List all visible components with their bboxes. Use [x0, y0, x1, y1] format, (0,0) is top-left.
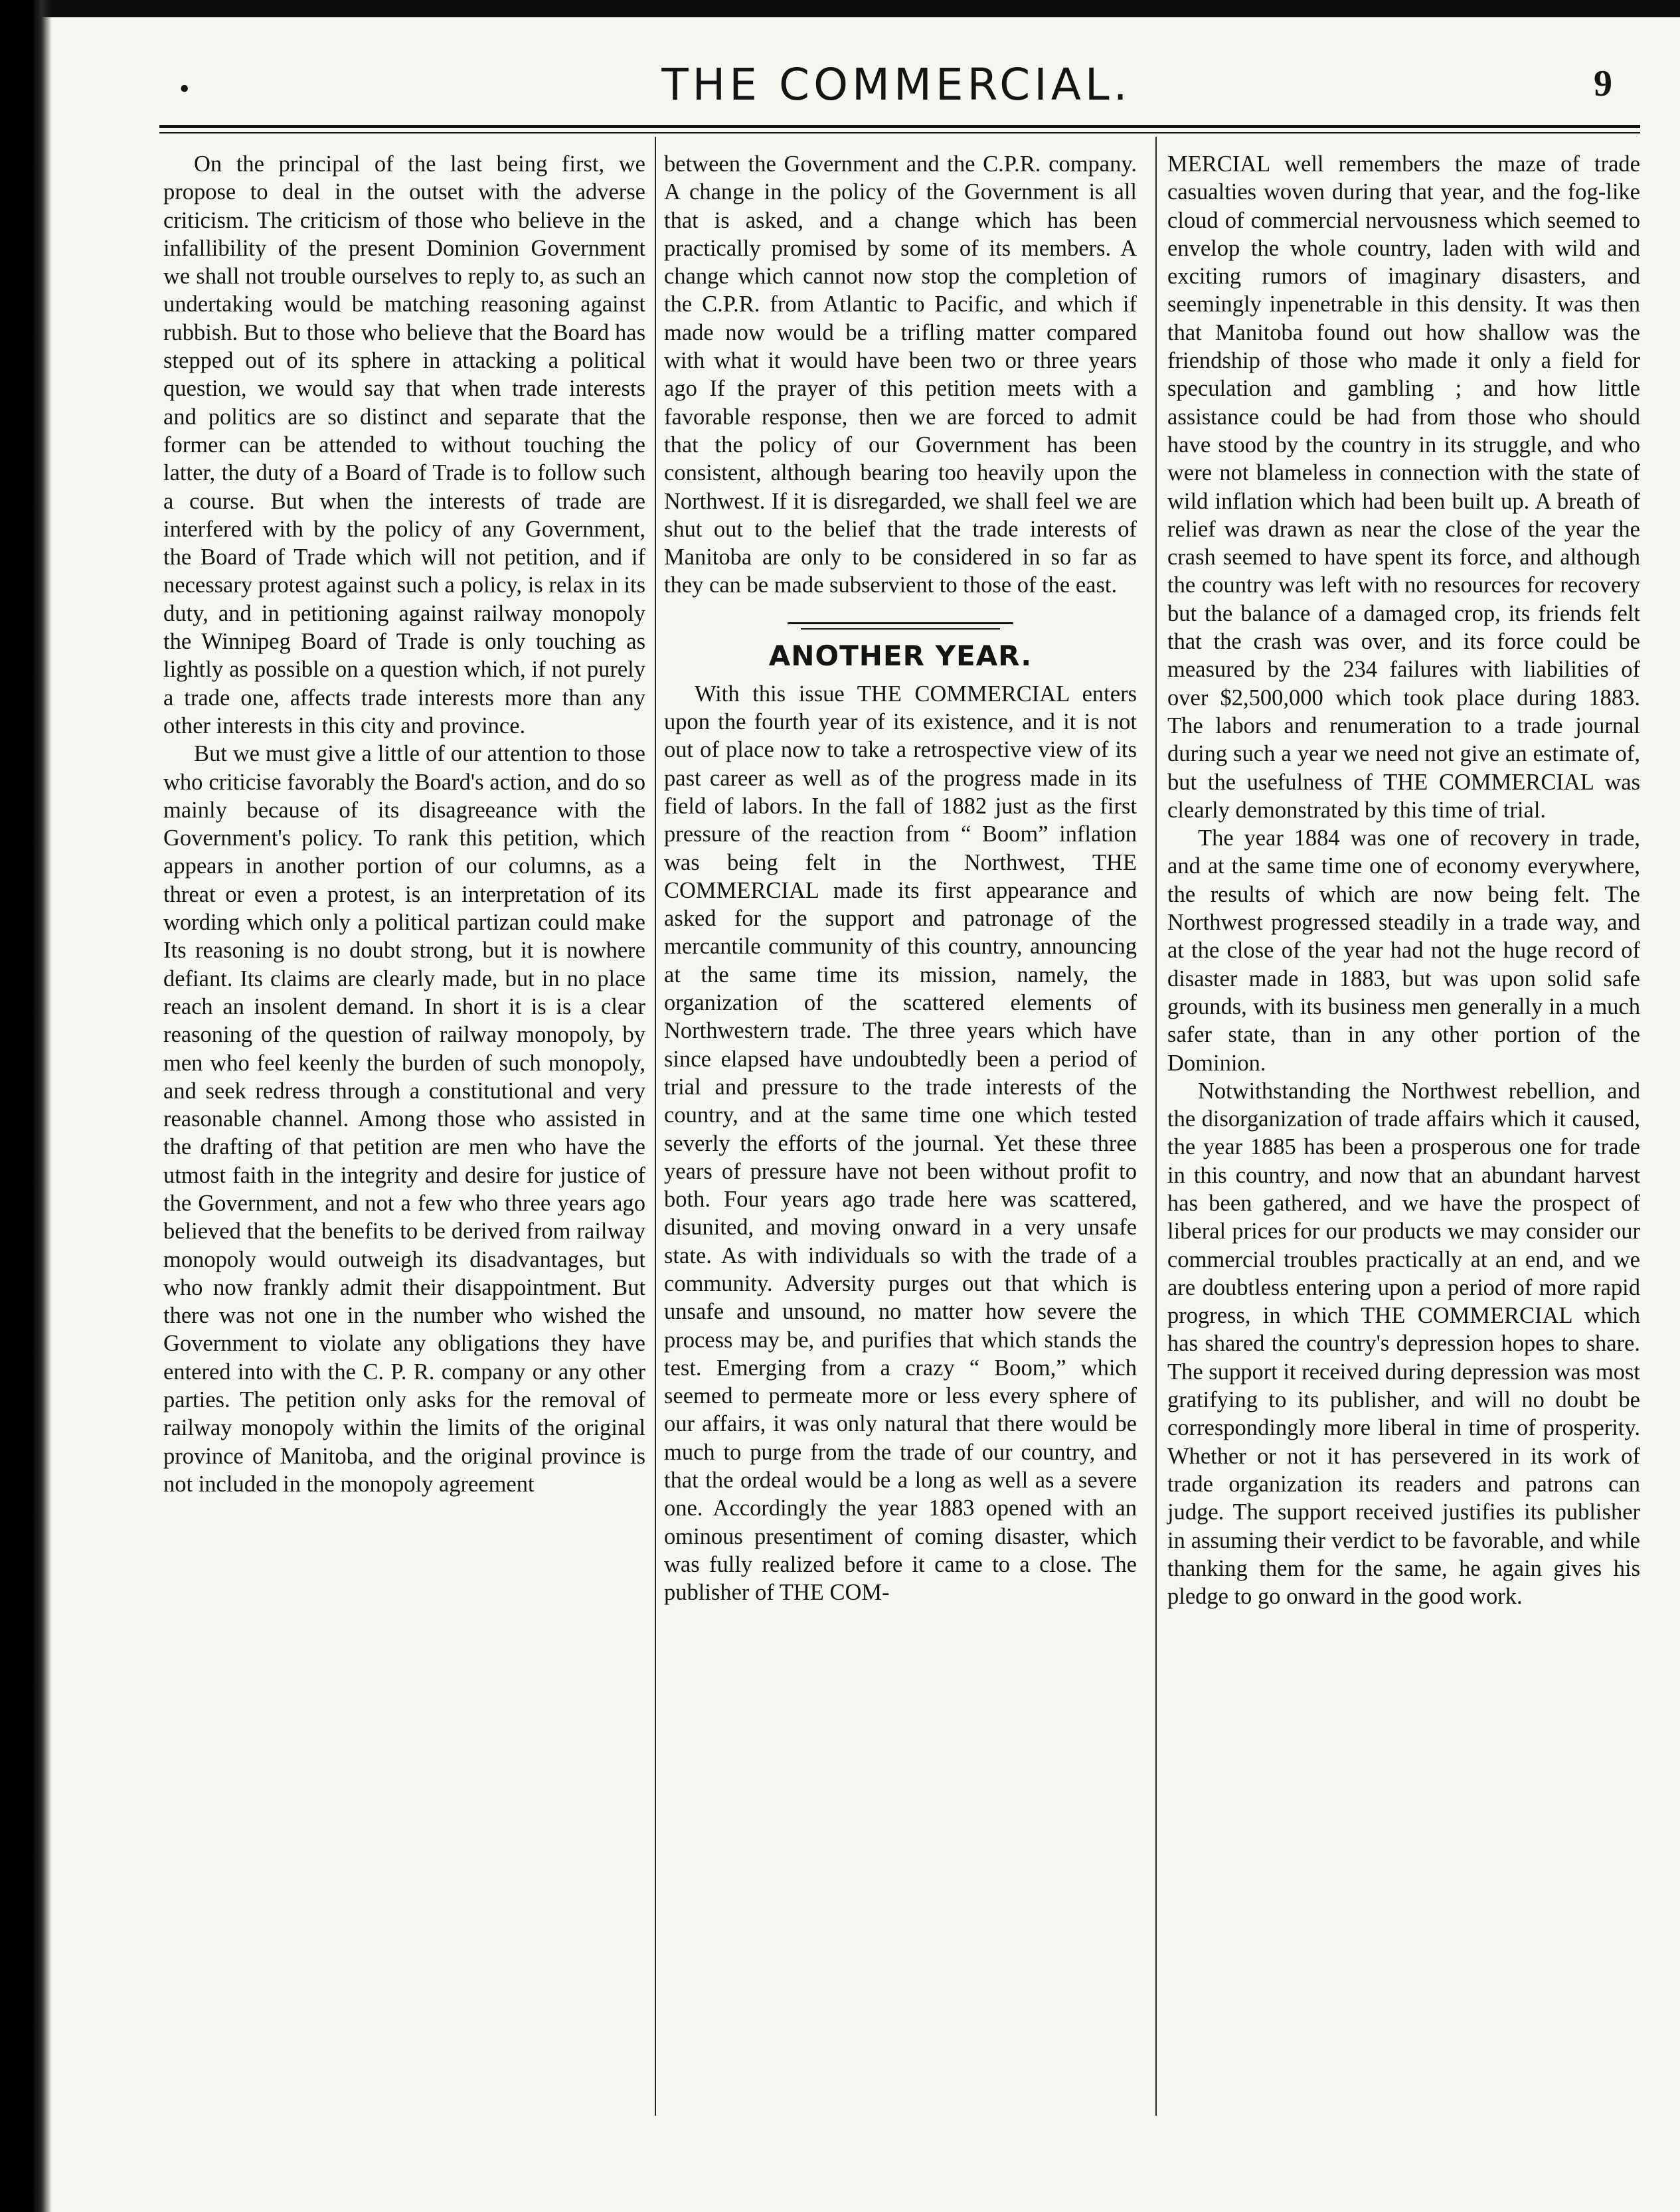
col2-paragraph-continued: between the Government and the C.P.R. company. A change in the policy of the Government is all that is asked, and a change which has been practically promised by some of its members. A change which cannot now stop the completion of the C.P.R. from Atlantic to Pacific, and which if made now would be a trifling matter compared with what it would have been two or three years ago If the prayer of this petition meets with a favorable response, then we are forced to admit that the policy of our Government has been consistent, although bearing too heavily upon the Northwest. If it is disregarded, we shall feel we are shut out to the belief that the trade interests of Manitoba are only to be considered in so far as they can be made subservient to those of the east.	[664, 151, 1137, 598]
top-border-bar	[0, 0, 1680, 17]
header-bullet: •	[179, 72, 190, 105]
column-1	[163, 150, 645, 1498]
newspaper-title: THE COMMERCIAL.	[661, 59, 1132, 110]
heading-rule-top	[788, 622, 1013, 624]
col3-paragraph-3: Notwithstanding the Northwest rebellion, and the disorganization of trade affairs which it caused, the year 1885 has been a prosperous one for trade in this country, and now that an abundant harvest has been gathered, and we have the prospect of liberal prices for our products we may consider our commercial troubles practically at an end, and we are doubtless entering upon a period of more rapid progress, in which THE COMMERCIAL which has shared the country's depression hopes to share. The support it received during depression was most gratifying to its publisher, and will no doubt be correspondingly more liberal in time of prosperity. Whether or not it has persevered in its work of trade organization its readers and patrons can judge. The support received justifies its publisher in assuming their verdict to be favorable, and while thanking them for the same, he again gives his pledge to go onward in the good work.	[1167, 1078, 1640, 1610]
column-divider-1	[655, 137, 656, 2116]
col3-paragraph-continued: MERCIAL well remembers the maze of trade casualties woven during that year, and the fog-like cloud of commercial nervousness which seemed to envelop the whole country, laden with wild and exciting rumors of imaginary disasters, and seemingly inpenetrable in this density. It was then that Manitoba found out how shallow was the friendship of those who made it only a field for speculation and gambling ; and how little assistance could be had from those who should have stood by the country in its struggle, and who were not blameless in connection with the state of wild inflation which had been built up. A breath of relief was drawn as near the close of the year the crash seemed to have spent its force, and although the country was left with no resources for recovery but the balance of a damaged crop, its friends felt that the crash was over, and its force could be measured by the 234 failures with liabilities of over $2,500,000 which took place during 1883. The labors and renumeration to a trade journal during such a year we need not give an estimate of, but the usefulness of THE COMMERCIAL was clearly demonstrated by this time of trial.	[1167, 151, 1640, 823]
col3-paragraph-2: The year 1884 was one of recovery in trade, and at the same time one of economy everywhere, the results of which are now being felt. The Northwest progressed steadily in a trade way, and at the close of the year had not the huge record of disaster made in 1883, but was upon solid safe grounds, with its business men generally in a much safer state, than in any other portion of the Dominion.	[1167, 825, 1640, 1076]
col1-paragraph-2: But we must give a little of our attention to those who criticise favorably the Board's action, and do so mainly because of its disagreeance with the Government's policy. To rank this petition, which appears in another portion of our columns, as a threat or even a protest, is an interpretation of its wording which only a political partizan could make Its reasoning is no doubt strong, but it is nowhere defiant. Its claims are clearly made, but in no place reach an insolent demand. In short it is is a clear reasoning of the question of railway monopoly, by men who feel keenly the burden of such monopoly, and seek redress through a constitutional and very reasonable channel. Among those who assisted in the drafting of that petition are men who have the utmost faith in the integrity and desire for justice of the Government, and not a few who three years ago believed that the benefits to be derived from railway monopoly would outweigh its disadvantages, but who now frankly admit their disappointment. But there was not one in the number who wished the Government to violate any obligations they have entered into with the C. P. R. company or any other parties. The petition only asks for the removal of railway monopoly within the limits of the original province of Manitoba, and the original province is not included in the monopoly agreement	[163, 741, 645, 1497]
col2-paragraph-1: With this issue THE COMMERCIAL enters upon the fourth year of its existence, and it is not out of place now to take a retrospective view of its past career as well as of the progress made in its field of labors. In the fall of 1882 just as the first pressure of the reaction from “ Boom” inflation was being felt in the Northwest, THE COMMERCIAL made its first appearance and asked for the support and patronage of the mercantile community of this country, announcing at the same time its mission, namely, the organization of the scattered elements of Northwestern trade. The three years which have since elapsed have undoubtedly been a period of trial and pressure to the trade interests of the country, and at the same time one which tested severly the efforts of the journal. Yet these three years of pressure have not been without profit to both. Four years ago trade here was scattered, disunited, and moving onward in a very unsafe state. As with individuals so with the trade of a community. Adversity purges out that which is unsafe and unsound, no matter how severe the process may be, and purifies that which stands the test. Emerging from a crazy “ Boom,” which seemed to permeate more or less every sphere of our affairs, it was only natural that there would be much to purge from the trade of our country, and that the ordeal would be a long as well as a severe one. Accordingly the year 1883 opened with an ominous presentiment of coming disaster, which was fully realized before it came to a close. The publisher of THE COM-	[664, 681, 1137, 1606]
header-rule-thick	[159, 125, 1640, 128]
article-heading-block	[664, 622, 1137, 673]
binding-spine	[0, 0, 52, 2212]
heading-rule-bottom	[801, 628, 1000, 630]
header-rule-thin	[159, 132, 1640, 133]
col1-paragraph-1: On the principal of the last being first, we propose to deal in the outset with the adverse criticism. The criticism of those who believe in the infallibility of the present Dominion Government we shall not trouble ourselves to reply to, as such an undertaking would be matching reasoning against rubbish. But to those who believe that the Board has stepped out of its sphere in attacking a political question, we would say that when trade interests and politics are so distinct and separate that the former can be attended to without touching the latter, the duty of a Board of Trade is to follow such a course. But when the interests of trade are interfered with by the policy of any Government, the Board of Trade which will not petition, and if necessary protest against such a policy, is relax in its duty, and in petitioning against railway monopoly the Winnipeg Board of Trade is only touching as lightly as possible on a question which, if not purely a trade one, affects trade interests more than any other interests in this city and province.	[163, 151, 645, 738]
column-2	[664, 150, 1137, 1607]
article-heading: ANOTHER YEAR.	[768, 639, 1033, 672]
column-divider-2	[1155, 137, 1157, 2116]
column-3	[1167, 150, 1640, 1610]
page-number: 9	[1594, 63, 1612, 104]
